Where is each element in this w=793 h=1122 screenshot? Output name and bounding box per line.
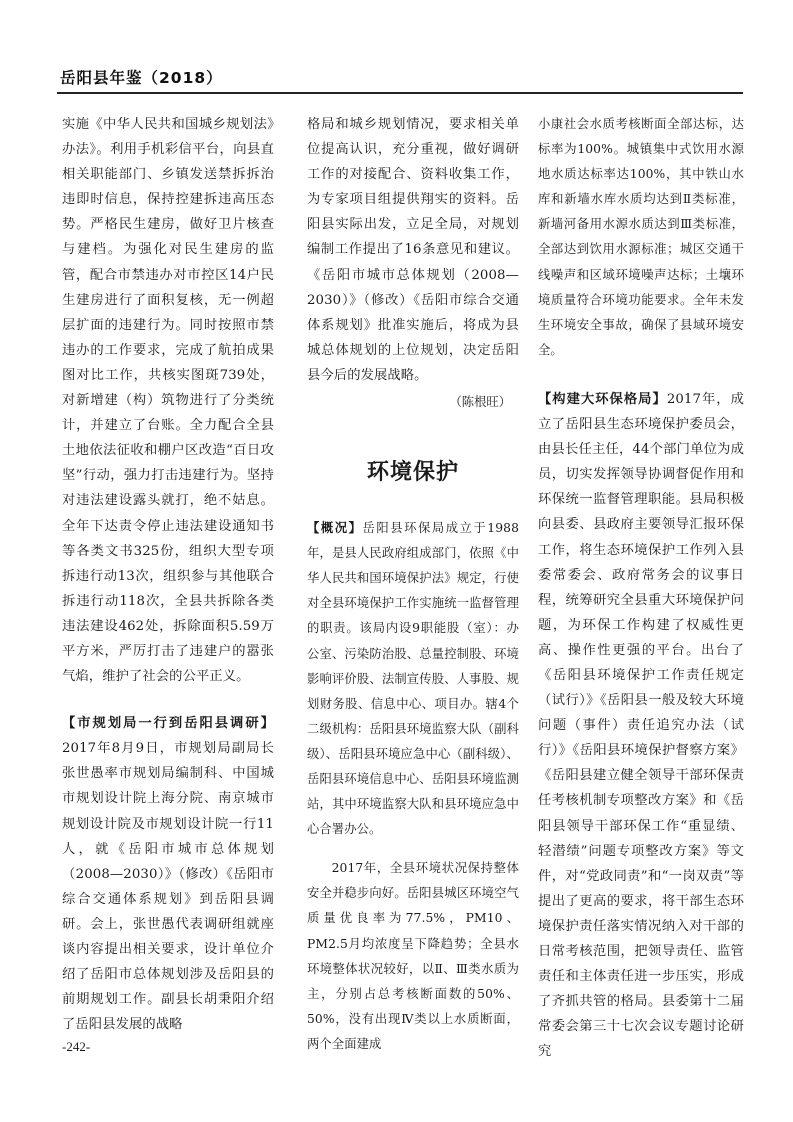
heading-overview: 【概况】 [307, 521, 363, 536]
paragraph-overview [307, 516, 519, 842]
header-rule [57, 92, 743, 94]
paragraph-planning-continued: 格局和城乡规划情况，要求相关单位提高认识，充分重视，做好调研工作的对接配合、资料收集工作，为专家项目组提供翔实的资料。岳阳县实际出发，立足全局，对规划编制工作提出了16条意见和建议。《岳阳市城市总体规划（2008—2030）》（修改）《岳阳市综合交通体系规划》批准实施后，将成为县城总体规划的上位规划，决定岳阳县今后的发展战略。 [307, 117, 519, 383]
paragraph-illegal-construction: 实施《中华人民共和国城乡规划法》办法》。利用手机彩信平台，向县直相关职能部门、乡镇发送禁拆拆治违即时信息，保持控建拆违高压态势。严格民生建房，做好卫片核查与建档。为强化对民生建房的监管，配合市禁违办对市控区14户民生建房进行了面积复核，无一例超层扩面的违建行为。同时按照市禁违办的工作要求，完成了航拍成果图对比工作，共核实图斑739处，对新增建（构）筑物进行了分类统计，并建立了台账。全力配合全县土地依法征收和棚户区改造“百日攻坚”行动，强力打击违建行为。坚持对违法建设露头就打，绝不姑息。全年下达责令停止违法建设通知书等各类文书325份，组织大型专项拆违行动13次，组织参与其他联合拆违行动118次，全县共拆除各类违法建设462处，拆除面积5.59万平方米，严厉打击了违建户的嚣张气焰，维护了社会的公平正义。 [62, 117, 274, 685]
paragraph-overview-text: 岳阳县环保局成立于1988年，是县人民政府组成部门，依照《中华人民共和国环境保护法》规定，行使对全县环境保护工作实施统一监督管理的职责。该局内设9职能股（室）：办公室、污染防治股、总量控制股、环境影响评价股、法制宣传股、人事股、规划财务股、信息中心、项目办。辖4个二级机构：岳阳县环境监察大队（副科级）、岳阳县环境应急中心（副科级）、岳阳县环境信息中心、岳阳县环境监测站，其中环境监察大队和县环境应急中心合署办公。 [307, 521, 519, 837]
heading-planning-research: 【市规划局一行到岳阳县调研】 [62, 716, 274, 732]
paragraph-water-quality: 小康社会水质考核断面全部达标，达标率为100%。城镇集中式饮用水源地水质达标率达100%，其中铁山水库和新墙水库水质均达到Ⅱ类标准，新墙河备用水源水质达到Ⅲ类标准，全部达到饮用水源标准；城区交通干线噪声和区域环境噪声达标；土壤环境质量符合环境功能要求。全年未发生环境安全事故，确保了县域环境安全。 [538, 117, 744, 357]
column-right [538, 112, 744, 1064]
section-title: 环境保护 [366, 460, 459, 486]
paragraph-environmental-pattern [538, 387, 744, 1065]
page-number: -242- [62, 1039, 91, 1054]
column-middle [307, 112, 519, 1057]
paragraph-environment-status: 2017年，全县环境状况保持整体安全并稳步向好。岳阳县城区环境空气质量优良率为77.5%，PM10、PM2.5月均浓度呈下降趋势；全县水环境整体状况较好，以Ⅱ、Ⅲ类水质为主，分别占总考核断面数的50%、50%，没有出现Ⅳ类以上水质断面，两个全面建成 [307, 861, 519, 1051]
paragraph-planning-research [62, 711, 274, 1037]
paragraph-environmental-pattern-text: 2017年，成立了岳阳县生态环境保护委员会，由县长任主任，44个部门单位为成员，切实发挥领导协调督促作用和环保统一监督管理职能。县局积极向县委、县政府主要领导汇报环保工作，将生态环境保护工作列入县委常委会、政府常务会的议事日程，统筹研究全县重大环境保护问题，为环保工作构建了权威性更高、操作性更强的平台。出台了《岳阳县环境保护工作责任规定（试行）》《岳阳县一般及较大环境问题（事件）责任追究办法（试行）》《岳阳县环境保护督察方案》《岳阳县建立健全领导干部环保责任考核机制专项整改方案》和《岳阳县领导干部环保工作“重显绩、轻潜绩”问题专项整改方案》等文件，对“党政同责”和“一岗双责”等提出了更高的要求，将干部生态环境保护责任落实情况纳入对干部的日常考核范围，把领导责任、监管责任和主体责任进一步压实，形成了齐抓共管的格局。县委第十二届常委会第三十七次会议专题讨论研究 [538, 391, 744, 1060]
heading-environmental-pattern: 【构建大环保格局】 [538, 391, 667, 407]
column-left [62, 112, 274, 1037]
author-credit: （陈根旺） [449, 395, 511, 410]
running-header: 岳阳县年鉴（2018） [60, 69, 223, 87]
paragraph-planning-research-text: 2017年8月9日，市规划局副局长张世愚率市规划局编制科、中国城市规划设计院上海分院、南京城市规划设计院及市规划设计院一行11人，就《岳阳市城市总体规划（2008—2030）》（修改）《岳阳市综合交通体系规划》到岳阳县调研。会上，张世愚代表调研组就座谈内容提出相关要求，设计单位介绍了岳阳市总体规划涉及岳阳县的前期规划工作。副县长胡秉阳介绍了岳阳县发展的战略 [62, 741, 274, 1033]
